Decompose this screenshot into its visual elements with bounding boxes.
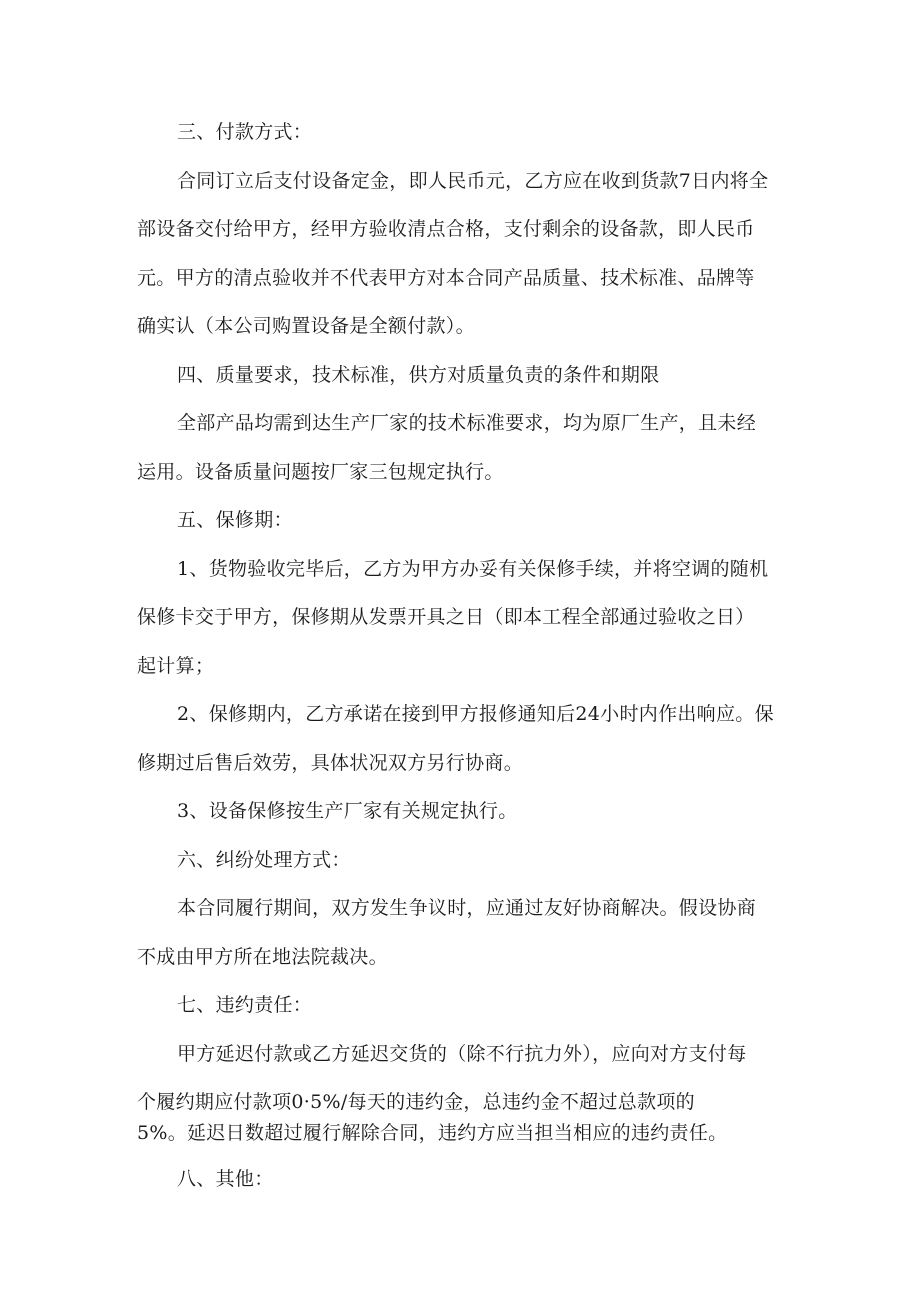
paragraph-line: 5%。延迟日数超过履行解除合同，违约方应当担当相应的违约责任。 <box>137 1122 728 1144</box>
paragraph-line: 合同订立后支付设备定金，即人民币元，乙方应在收到货款7日内将全 <box>177 170 769 192</box>
paragraph-line: 修期过后售后效劳，具体状况双方另行协商。 <box>137 752 524 774</box>
paragraph-line: 3、设备保修按生产厂家有关规定执行。 <box>177 800 518 822</box>
paragraph-line: 不成由甲方所在地法院裁决。 <box>137 946 388 968</box>
paragraph-line: 确实认（本公司购置设备是全额付款）。 <box>137 315 475 337</box>
paragraph-line: 部设备交付给甲方，经甲方验收清点合格，支付剩余的设备款，即人民币 <box>137 218 755 240</box>
paragraph-line: 保修卡交于甲方，保修期从发票开具之日（即本工程全部通过验收之日） <box>137 606 755 628</box>
section-heading-quality: 四、质量要求，技术标准，供方对质量负责的条件和期限 <box>177 364 660 386</box>
section-heading-breach: 七、违约责任： <box>177 994 313 1016</box>
section-heading-warranty: 五、保修期： <box>177 509 293 531</box>
paragraph-line: 运用。设备质量问题按厂家三包规定执行。 <box>137 461 504 483</box>
paragraph-line: 本合同履行期间，双方发生争议时，应通过友好协商解决。假设协商 <box>177 897 757 919</box>
paragraph-line: 全部产品均需到达生产厂家的技术标准要求，均为原厂生产，且未经 <box>177 412 757 434</box>
paragraph-line: 起计算； <box>137 655 215 677</box>
paragraph-line: 2、保修期内，乙方承诺在接到甲方报修通知后24小时内作出响应。保 <box>177 703 774 725</box>
section-heading-other: 八、其他： <box>177 1168 274 1190</box>
paragraph-line: 甲方延迟付款或乙方延迟交货的（除不行抗力外），应向对方支付每 <box>177 1043 747 1065</box>
paragraph-line: 个履约期应付款项0·5%/每天的违约金，总违约金不超过总款项的 <box>137 1091 695 1113</box>
paragraph-line: 元。甲方的清点验收并不代表甲方对本合同产品质量、技术标准、品牌等 <box>137 267 755 289</box>
section-heading-dispute: 六、纠纷处理方式： <box>177 849 351 871</box>
paragraph-line: 1、货物验收完毕后，乙方为甲方办妥有关保修手续，并将空调的随机 <box>177 558 769 580</box>
section-heading-payment: 三、付款方式： <box>177 121 313 143</box>
